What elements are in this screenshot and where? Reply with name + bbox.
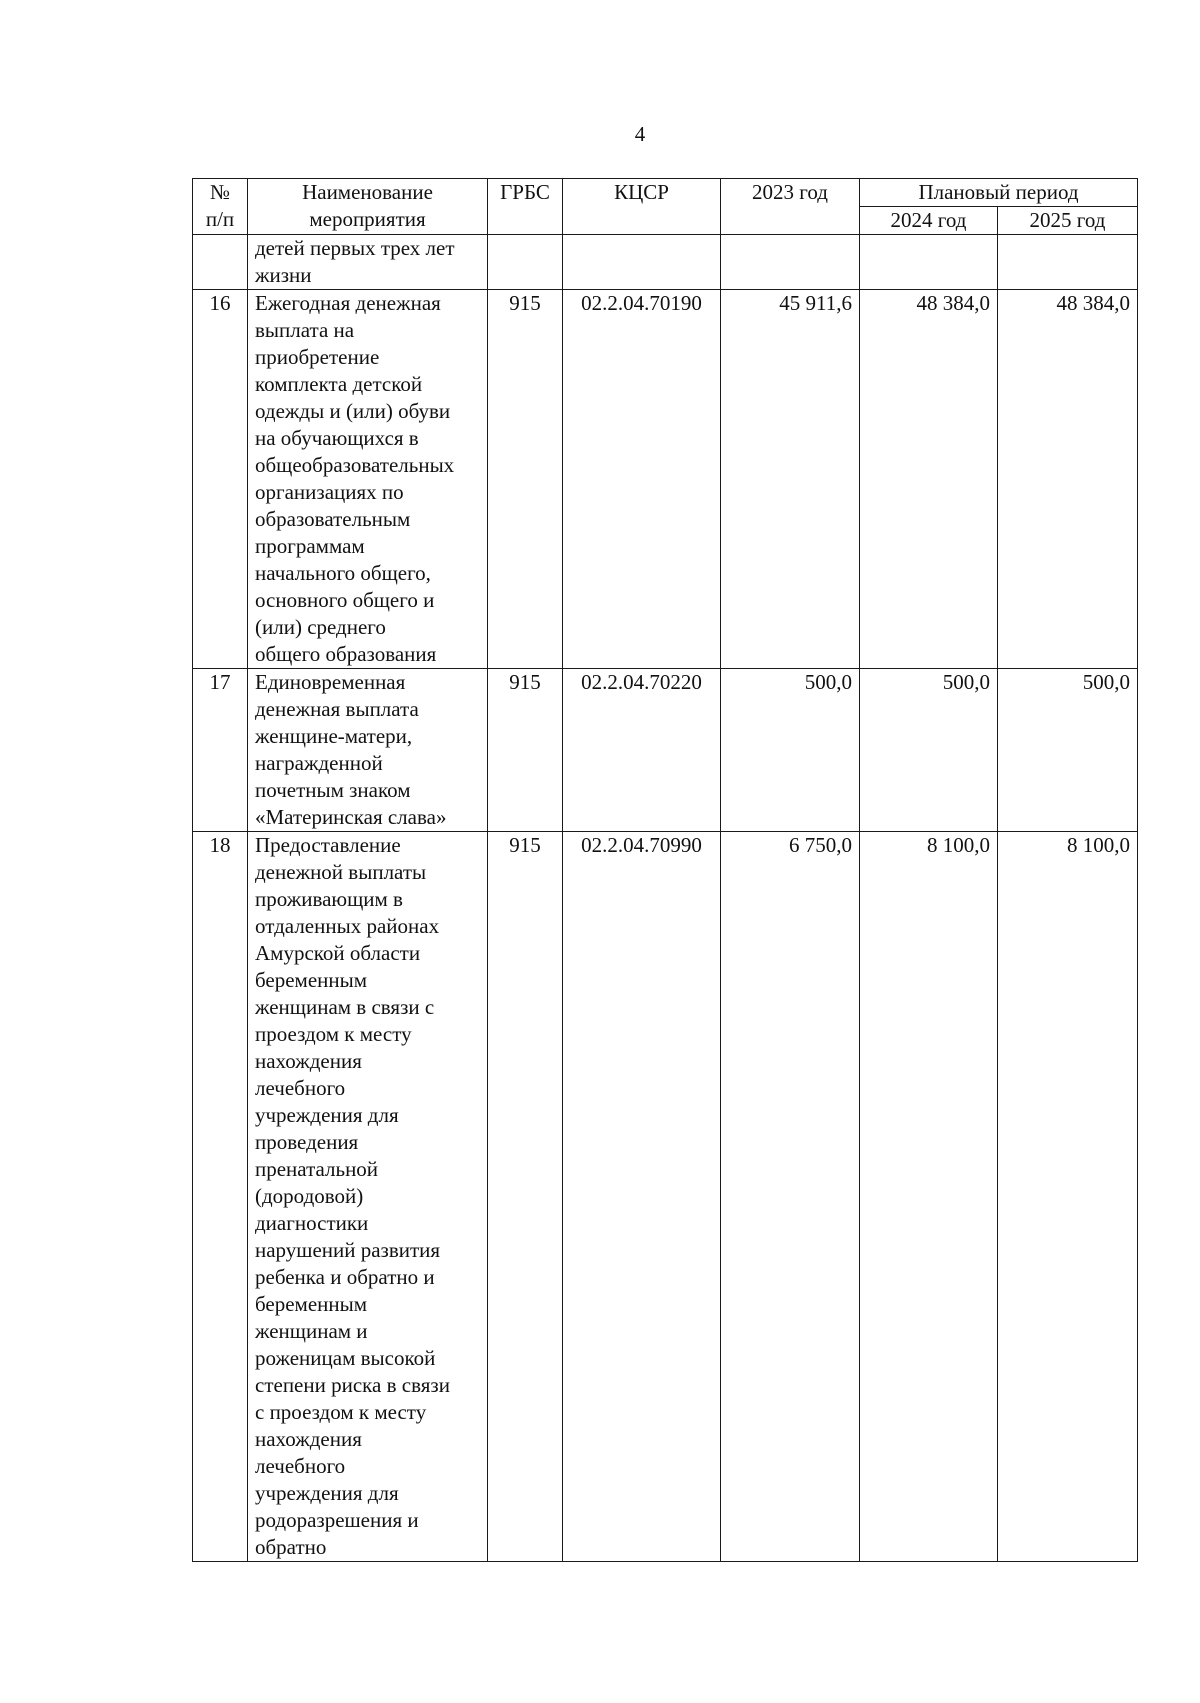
row-2023: 45 911,6 (721, 290, 860, 669)
table-row (193, 290, 1138, 669)
col-header-name: Наименование мероприятия (248, 179, 488, 235)
table-row (193, 235, 1138, 290)
budget-table (192, 178, 1138, 1562)
row-kcsr (563, 235, 721, 290)
row-grbs: 915 (488, 290, 563, 669)
row-2025 (998, 235, 1138, 290)
row-grbs (488, 235, 563, 290)
col-header-grbs: ГРБС (488, 179, 563, 235)
col-header-kcsr: КЦСР (563, 179, 721, 235)
row-kcsr: 02.2.04.70220 (563, 669, 721, 832)
row-2024 (860, 235, 998, 290)
row-num: 16 (193, 290, 248, 669)
row-2023: 6 750,0 (721, 832, 860, 1562)
row-2024: 500,0 (860, 669, 998, 832)
row-name: детей первых трех лет жизни (248, 235, 488, 290)
row-kcsr: 02.2.04.70990 (563, 832, 721, 1562)
row-grbs: 915 (488, 669, 563, 832)
col-header-2023: 2023 год (721, 179, 860, 235)
row-2025: 8 100,0 (998, 832, 1138, 1562)
row-num: 18 (193, 832, 248, 1562)
row-2025: 500,0 (998, 669, 1138, 832)
row-name: Предоставление денежной выплаты проживающим в отдаленных районах Амурской области беременным женщинам в связи с проездом к месту нахождения лечебного учреждения для проведения пренатальной (дородовой) диагностики нарушений развития ребенка и обратно и беременным женщинам и роженицам высокой степени риска в связи с проездом к месту нахождения лечебного учреждения для родоразрешения и обратно (248, 832, 488, 1562)
row-2023: 500,0 (721, 669, 860, 832)
row-num (193, 235, 248, 290)
row-2023 (721, 235, 860, 290)
table-row (193, 832, 1138, 1562)
row-name: Ежегодная денежная выплата на приобретение комплекта детской одежды и (или) обуви на обучающихся в общеобразовательных организациях по образовательным программам начального общего, основного общего и (или) среднего общего образования (248, 290, 488, 669)
col-header-2024: 2024 год (860, 207, 998, 235)
row-2024: 8 100,0 (860, 832, 998, 1562)
row-num: 17 (193, 669, 248, 832)
row-2024: 48 384,0 (860, 290, 998, 669)
page-number: 4 (634, 122, 646, 146)
col-header-2025: 2025 год (998, 207, 1138, 235)
table-row (193, 669, 1138, 832)
row-2025: 48 384,0 (998, 290, 1138, 669)
row-kcsr: 02.2.04.70190 (563, 290, 721, 669)
row-grbs: 915 (488, 832, 563, 1562)
col-header-num: № п/п (193, 179, 248, 235)
row-name: Единовременная денежная выплата женщине-матери, награжденной почетным знаком «Материнская слава» (248, 669, 488, 832)
col-header-planned-period: Плановый период (860, 179, 1138, 207)
